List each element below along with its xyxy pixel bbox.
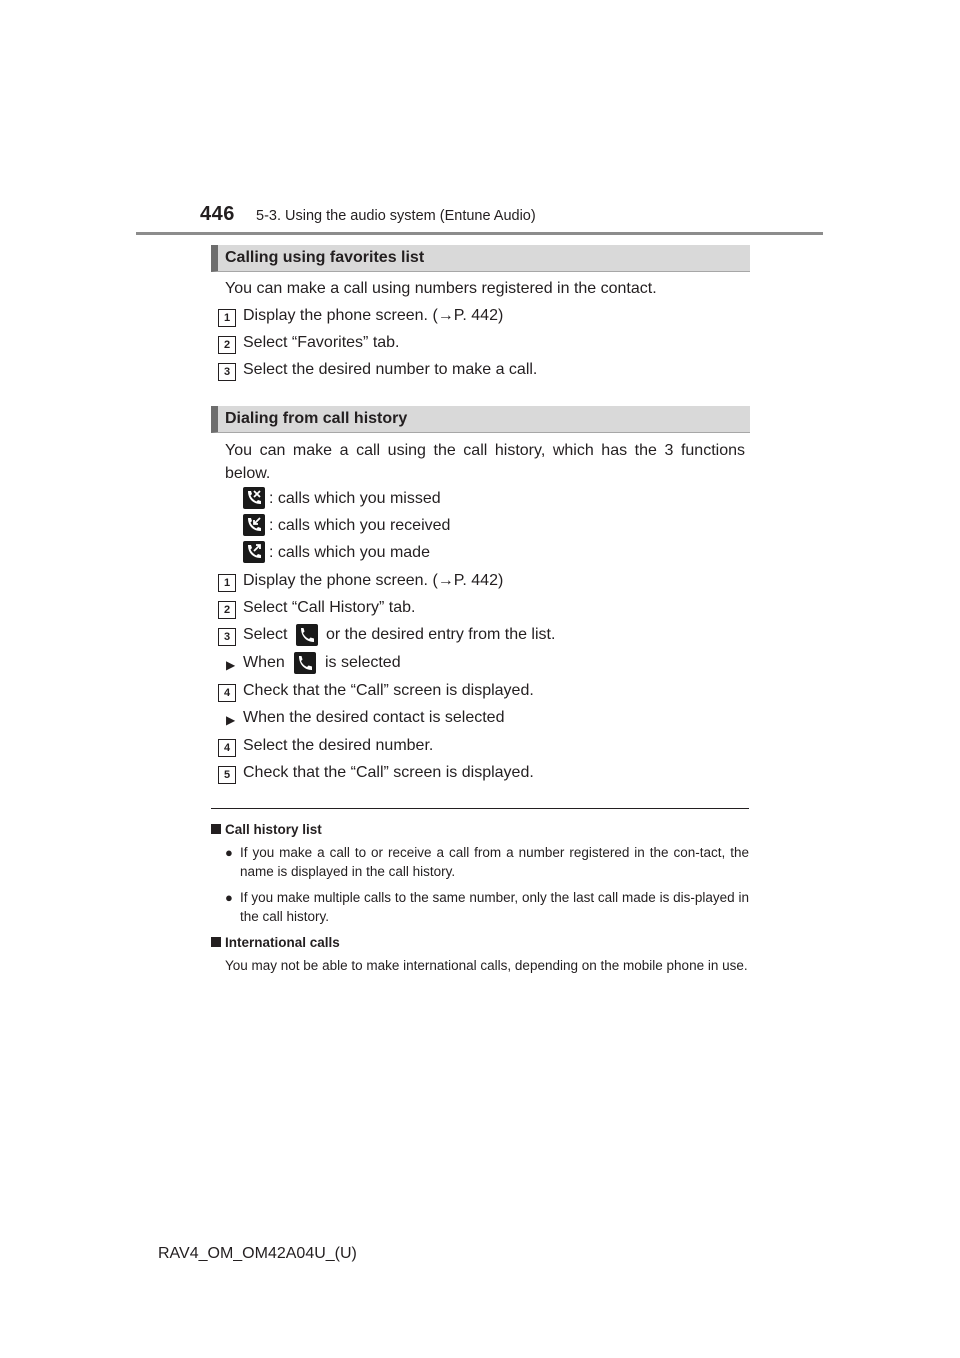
step-number: 4 — [218, 739, 236, 757]
step-text: Display the phone screen. (→P. 442) — [243, 572, 504, 589]
page-number: 446 — [200, 203, 235, 225]
function-text: : calls which you missed — [269, 490, 441, 507]
step-text: or the desired entry from the list. — [326, 626, 556, 643]
header-divider — [136, 232, 823, 235]
phone-icon — [296, 624, 318, 646]
section-title: Dialing from call history — [225, 410, 408, 427]
note-heading: Call history list — [211, 822, 322, 837]
history-intro: You can make a call using the call history, which has the 3 functions below. — [225, 442, 745, 482]
bullet-icon: ● — [225, 890, 233, 905]
branch-label: When the desired contact is selected — [243, 709, 505, 726]
branch-label: When — [243, 654, 285, 671]
branch-label: is selected — [325, 654, 401, 671]
note-bullet-text: If you make a call to or receive a call from a number registered in the con-tact, the name is displayed in the call history. — [240, 845, 749, 879]
square-bullet-icon — [211, 937, 221, 947]
step-number: 1 — [218, 574, 236, 592]
square-bullet-icon — [211, 824, 221, 834]
step-number: 5 — [218, 766, 236, 784]
branch-arrow-icon: ▶ — [226, 713, 236, 727]
chapter-title: 5-3. Using the audio system (Entune Audio) — [256, 208, 536, 224]
function-text: : calls which you made — [269, 544, 430, 561]
branch-arrow-icon: ▶ — [226, 658, 236, 672]
missed-call-icon — [243, 487, 265, 509]
step-number: 2 — [218, 601, 236, 619]
section-title: Calling using favorites list — [225, 249, 425, 266]
section-header-favorites — [211, 245, 750, 272]
step-text: Check that the “Call” screen is displayed. — [243, 682, 534, 699]
note-heading: International calls — [211, 935, 340, 950]
step-number: 1 — [218, 309, 236, 327]
phone-icon — [294, 652, 316, 674]
function-text: : calls which you received — [269, 517, 451, 534]
step-text: Display the phone screen. (→P. 442) — [243, 307, 504, 324]
step-number: 3 — [218, 363, 236, 381]
notes-divider — [211, 808, 749, 809]
step-text: Check that the “Call” screen is displayed. — [243, 764, 534, 781]
outgoing-call-icon — [243, 541, 265, 563]
note-bullet-text: If you make multiple calls to the same number, only the last call made is dis-played in the call history. — [240, 890, 749, 924]
favorites-intro: You can make a call using numbers registered in the contact. — [225, 280, 657, 297]
bullet-icon: ● — [225, 845, 233, 860]
step-number: 3 — [218, 628, 236, 646]
step-text: Select “Favorites” tab. — [243, 334, 400, 351]
note-text: You may not be able to make international calls, depending on the mobile phone in use. — [225, 958, 748, 973]
document-code: RAV4_OM_OM42A04U_(U) — [158, 1245, 357, 1262]
step-text: Select — [243, 626, 288, 643]
step-text: Select “Call History” tab. — [243, 599, 416, 616]
step-number: 2 — [218, 336, 236, 354]
section-header-history — [211, 406, 750, 433]
received-call-icon — [243, 514, 265, 536]
step-number: 4 — [218, 684, 236, 702]
step-text: Select the desired number to make a call. — [243, 361, 538, 378]
step-text: Select the desired number. — [243, 737, 434, 754]
